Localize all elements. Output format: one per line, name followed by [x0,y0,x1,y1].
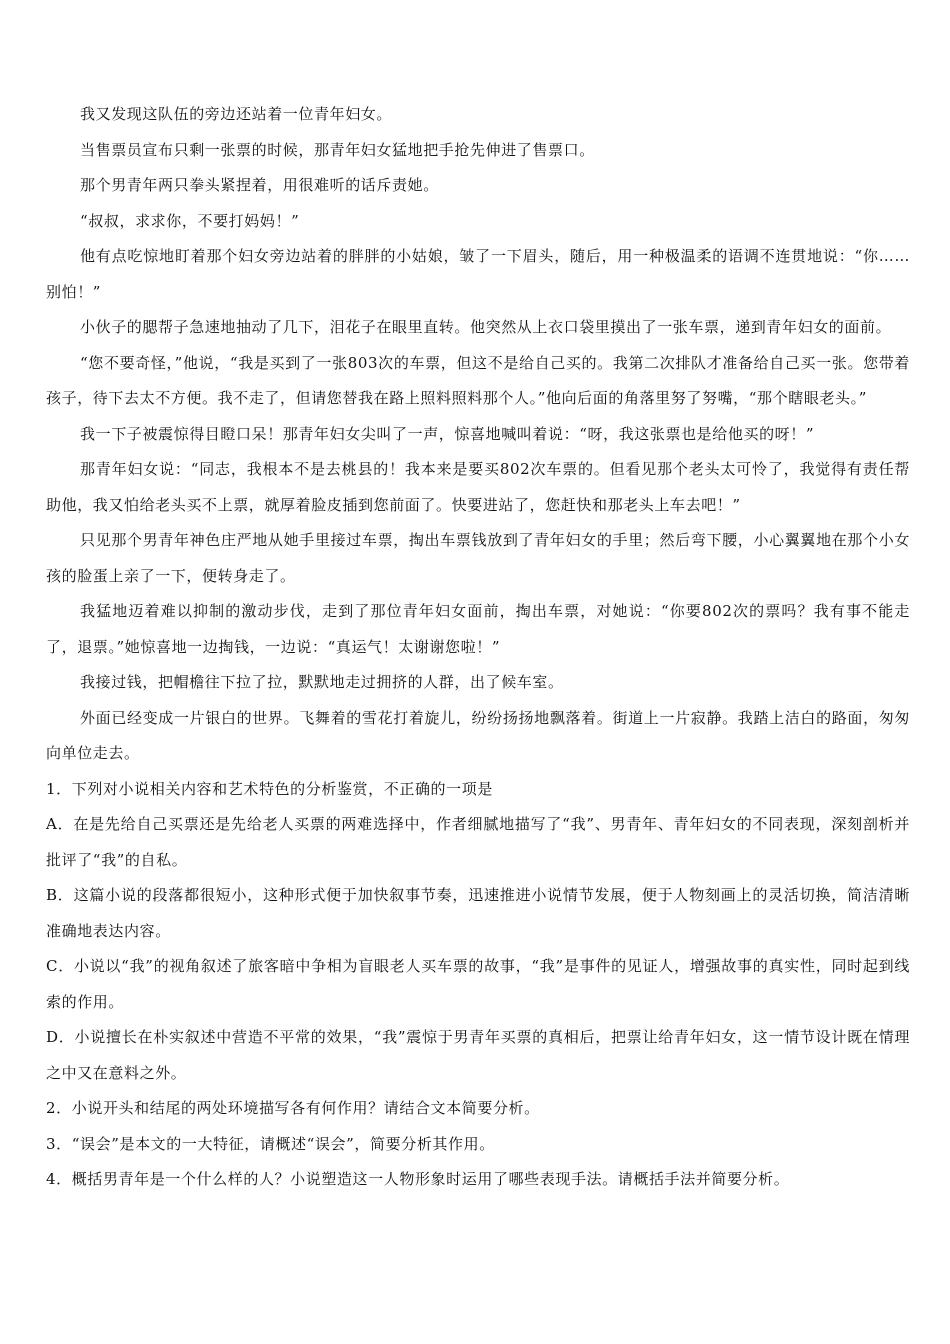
story-paragraph: 那个男青年两只拳头紧捏着，用很难听的话斥责她。 [80,176,439,194]
question-1-option-a: A．在是先给自己买票还是先给老人买票的两难选择中，作者细腻地描写了“我”、男青年、青年妇女的不同表现，深刻剖析并批评了“我”的自私。 [46,815,910,869]
question-1-option-c: C．小说以“我”的视角叙述了旅客暗中争相为盲眼老人买车票的故事，“我”是事件的见证人，增强故事的真实性，同时起到线索的作用。 [46,957,910,1011]
questions-section [46,772,910,1198]
question-1: 1．下列对小说相关内容和艺术特色的分析鉴赏，不正确的一项是 [46,779,493,798]
question-4: 4．概括男青年是一个什么样的人？小说塑造这一人物形象时运用了哪些表现手法。请概括手法并简要分析。 [46,1170,790,1188]
question-3: 3．“误会”是本文的一大特征，请概述“误会”，简要分析其作用。 [46,1134,495,1153]
document-page [46,97,910,1198]
story-paragraph: 只见那个男青年神色庄严地从她手里接过车票，掏出车票钱放到了青年妇女的手里；然后弯下腰，小心翼翼地在那个小女孩的脸蛋上亲了一下，便转身走了。 [46,531,910,585]
story-paragraph: 外面已经变成一片银白的世界。飞舞着的雪花打着旋儿，纷纷扬扬地飘落着。街道上一片寂静。我踏上洁白的路面，匆匆向单位走去。 [46,708,910,762]
story-paragraph: 那青年妇女说：“同志，我根本不是去桃县的！我本来是要买802次车票的。但看见那个老头太可怜了，我觉得有责任帮助他，我又怕给老头买不上票，就厚着脸皮插到您前面了。快要进站了，您赶快和那老头上车去吧！” [46,460,910,514]
story-paragraph: 我猛地迈着难以抑制的激动步伐，走到了那位青年妇女面前，掏出车票，对她说：“你要802次的票吗？我有事不能走了，退票。”她惊喜地一边掏钱，一边说：“真运气！太谢谢您啦！” [46,602,910,656]
question-1-option-d: D．小说擅长在朴实叙述中营造不平常的效果，“我”震惊于男青年买票的真相后，把票让给青年妇女，这一情节设计既在情理之中又在意料之外。 [46,1028,910,1082]
story-paragraph: “您不要奇怪，”他说，“我是买到了一张803次的车票，但这不是给自己买的。我第二次排队才准备给自己买一张。您带着孩子，待下去太不方便。我不走了，但请您替我在路上照料照料那个人。”他向后面的角落里努了努嘴，“那个瞎眼老头。” [46,353,910,407]
story-paragraph: 我接过钱，把帽檐往下拉了拉，默默地走过拥挤的人群，出了候车室。 [80,673,564,691]
story-paragraph: 我又发现这队伍的旁边还站着一位青年妇女。 [80,105,393,123]
question-1-option-b: B．这篇小说的段落都很短小，这种形式便于加快叙事节奏，迅速推进小说情节发展，便于人物刻画上的灵活切换，简洁清晰准确地表达内容。 [46,886,910,940]
story-paragraph: 小伙子的腮帮子急速地抽动了几下，泪花子在眼里直转。他突然从上衣口袋里摸出了一张车票，递到青年妇女的面前。 [80,318,892,336]
question-2: 2．小说开头和结尾的两处环境描写各有何作用？请结合文本简要分析。 [46,1099,540,1117]
story-paragraph: 我一下子被震惊得目瞪口呆！那青年妇女尖叫了一声，惊喜地喊叫着说：“呀，我这张票也是给他买的呀！” [80,424,815,443]
story-paragraph: 他有点吃惊地盯着那个妇女旁边站着的胖胖的小姑娘，皱了一下眉头，随后，用一种极温柔的语调不连贯地说：“你……别怕！” [46,247,910,301]
story-paragraph: 当售票员宣布只剩一张票的时候，那青年妇女猛地把手抢先伸进了售票口。 [80,140,595,159]
story-text [46,97,910,772]
story-paragraph: “叔叔，求求你，不要打妈妈！” [80,211,300,230]
